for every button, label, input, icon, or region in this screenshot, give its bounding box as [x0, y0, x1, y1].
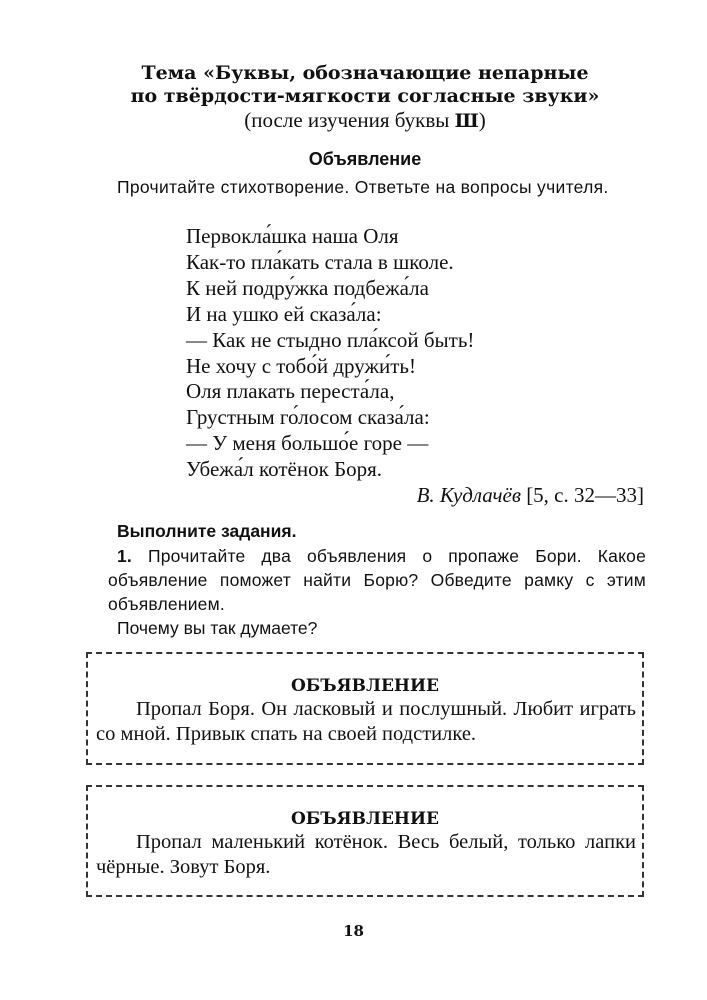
poem-line: — Как не стыдно пла́ксой быть! — [186, 327, 475, 352]
topic-title — [100, 62, 630, 108]
poem — [186, 224, 474, 483]
announcement-body: Пропал маленький котёнок. Весь белый, только лапки чёрные. Зовут Боря. — [96, 831, 636, 878]
poem-line: — У меня большо́е горе — — [186, 431, 429, 456]
tasks-heading: Выполните задания. — [117, 521, 297, 541]
poem-line: К ней подру́жка подбежа́ла — [186, 275, 429, 300]
poem-reference: [5, с. 32—33] — [520, 483, 644, 507]
intro-text: Прочитайте стихотворение. Ответьте на вопросы учителя. — [117, 177, 609, 197]
section-heading: Объявление — [308, 149, 422, 169]
task-1-text — [108, 544, 646, 616]
poem-line: Грустным го́лосом сказа́ла: — [186, 405, 430, 430]
poem-line: Убежа́л котёнок Боря. — [186, 457, 383, 482]
poem-line: Как-то пла́кать стала в школе. — [186, 249, 454, 274]
task-1-number: 1. — [117, 546, 132, 566]
poem-author: В. Кудлачёв — [416, 483, 521, 507]
poem-line: Первокла́шка наша Оля — [186, 224, 399, 248]
announcement-box-1[interactable] — [86, 652, 644, 765]
topic-subtitle — [100, 108, 630, 133]
announcement-title: ОБЪЯВЛЕНИЕ — [290, 676, 440, 696]
task-1-question: Почему вы так думаете? — [117, 618, 318, 638]
poem-line: И на ушко ей сказа́ла: — [186, 301, 382, 326]
announcement-body: Пропал Боря. Он ласковый и послушный. Любит играть со мной. Привык спать на своей подстилке. — [96, 698, 636, 745]
subtitle-prefix: (после изучения буквы — [244, 108, 455, 132]
subtitle-letter: Ш — [454, 110, 479, 132]
poem-attribution — [417, 482, 644, 508]
task-1-instruction: Прочитайте два объявления о пропаже Бори. Какое объявление поможет найти Борю? Обведите рамку с этим объявлением. — [108, 546, 646, 614]
topic-title-line-2: по твёрдости-мягкости согласные звуки» — [130, 85, 600, 107]
poem-line: Оля плакать переста́ла, — [186, 379, 395, 404]
announcement-box-2[interactable] — [86, 785, 644, 897]
poem-line: Не хочу с тобо́й дружи́ть! — [186, 353, 416, 378]
page-number: 18 — [343, 922, 364, 940]
subtitle-suffix: ) — [478, 108, 486, 132]
announcement-title: ОБЪЯВЛЕНИЕ — [290, 809, 440, 829]
topic-title-line-1: Тема «Буквы, обозначающие непарные — [141, 62, 589, 84]
